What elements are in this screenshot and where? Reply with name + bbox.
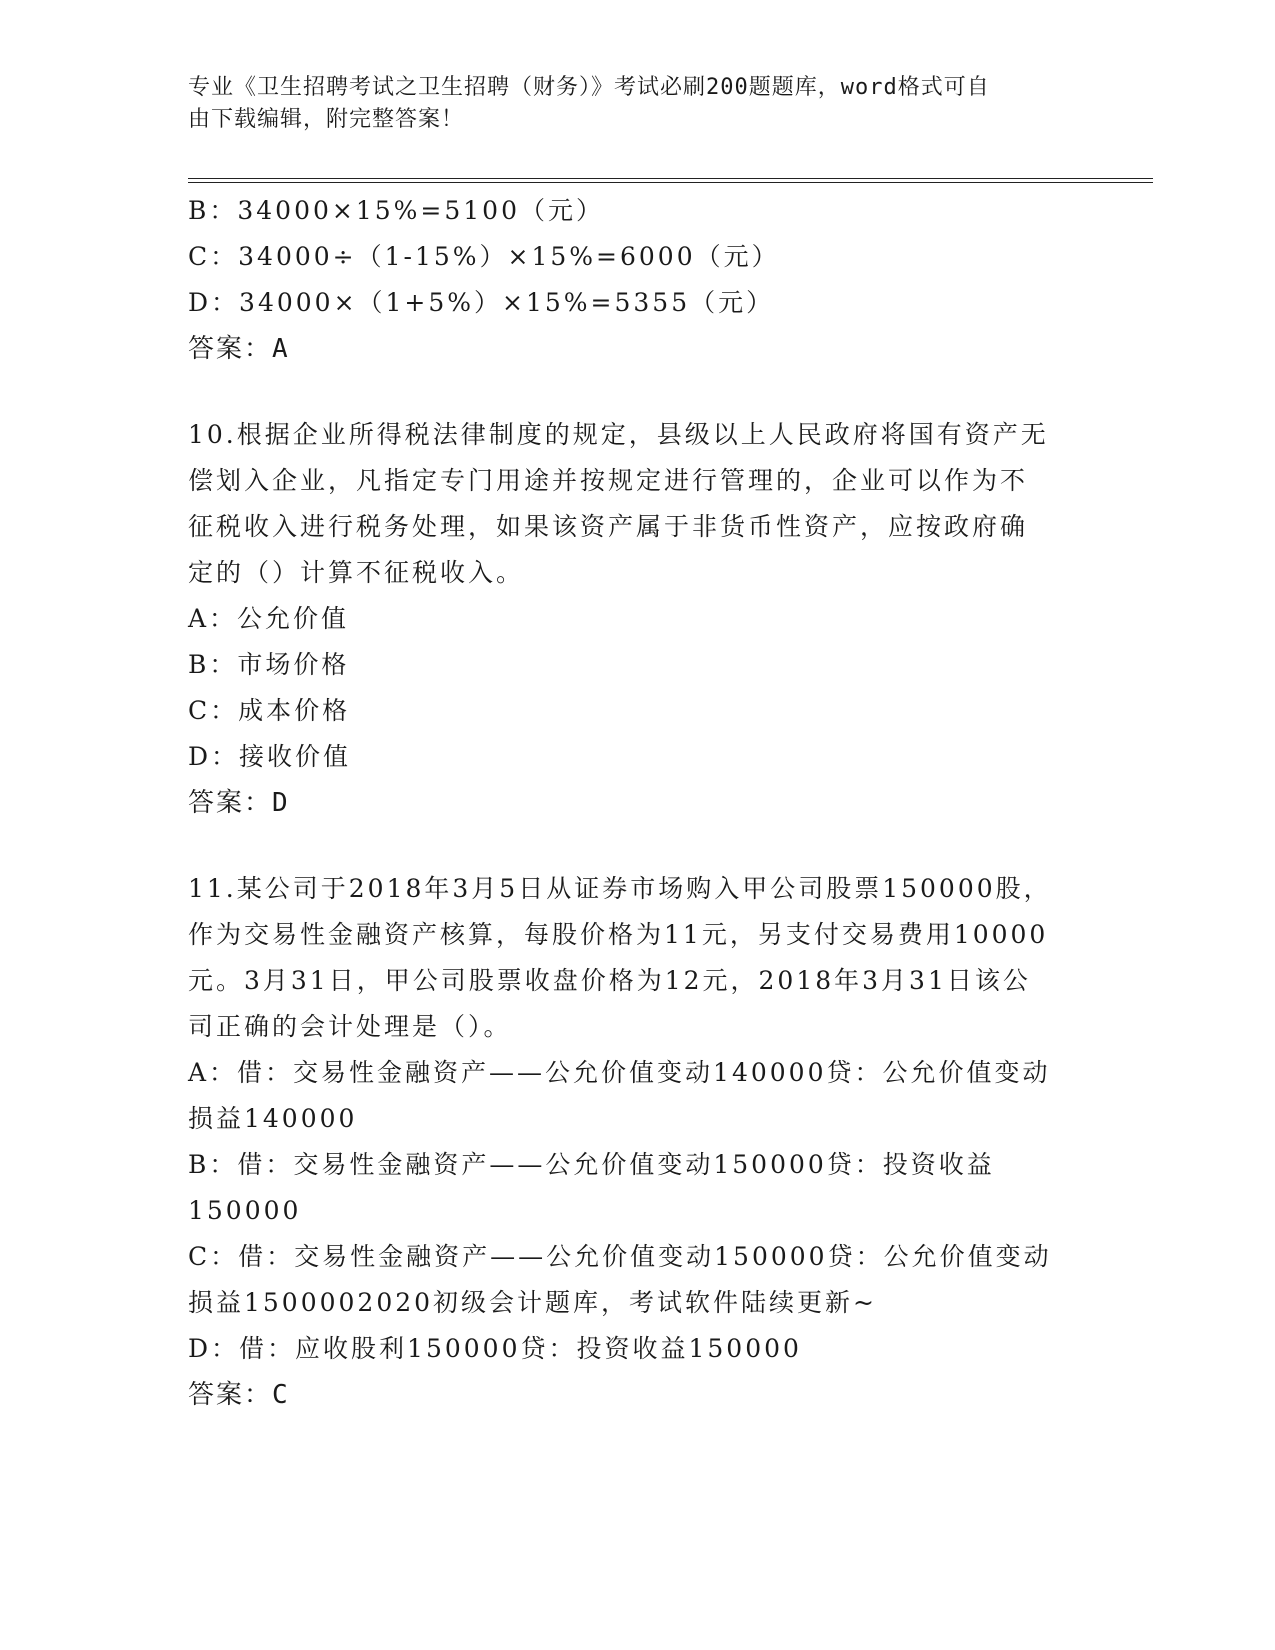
q11-option-c-line: 损益1500002020初级会计题库，考试软件陆续更新~ — [188, 1288, 878, 1317]
q11-stem-line: 元。3月31日，甲公司股票收盘价格为12元，2018年3月31日该公 — [188, 966, 1031, 995]
q11-stem-line: 司正确的会计处理是（）。 — [188, 1012, 512, 1041]
question-spacer — [188, 372, 1088, 412]
q9-answer: 答案：A — [188, 334, 290, 364]
q9-option-c: C：34000÷（1-15%）×15%=6000（元） — [188, 242, 780, 271]
q10-option-c: C：成本价格 — [188, 696, 351, 725]
q10-answer: 答案：D — [188, 788, 290, 818]
q11-option-d: D：借：应收股利150000贷：投资收益150000 — [188, 1334, 802, 1363]
question-spacer — [188, 826, 1088, 866]
q11-stem-line: 作为交易性金融资产核算，每股价格为11元，另支付交易费用10000 — [188, 920, 1049, 949]
q10-option-a: A：公允价值 — [188, 604, 350, 633]
q11-option-b-line: 150000 — [188, 1196, 302, 1225]
q11-option-c-line: C：借：交易性金融资产——公允价值变动150000贷：公允价值变动 — [188, 1242, 1052, 1271]
question-10 — [188, 412, 1088, 826]
question-9 — [188, 188, 1088, 372]
question-content — [188, 188, 1088, 1418]
header-line-1: 专业《卫生招聘考试之卫生招聘（财务）》考试必刷200题题库，word格式可自 — [188, 75, 990, 100]
question-11 — [188, 866, 1088, 1418]
q10-option-b: B：市场价格 — [188, 650, 350, 679]
q10-stem-line: 定的（）计算不征税收入。 — [188, 558, 525, 587]
q9-option-b: B：34000×15%=5100（元） — [188, 196, 604, 225]
q10-stem-line: 征税收入进行税务处理，如果该资产属于非货币性资产，应按政府确 — [188, 512, 1029, 541]
q10-stem-line: 偿划入企业，凡指定专门用途并按规定进行管理的，企业可以作为不 — [188, 466, 1029, 495]
q11-option-a-line: 损益140000 — [188, 1104, 358, 1133]
q11-option-b-line: B：借：交易性金融资产——公允价值变动150000贷：投资收益 — [188, 1150, 995, 1179]
q11-answer: 答案：C — [188, 1380, 290, 1410]
page-header — [188, 72, 1068, 136]
header-line-2: 由下载编辑，附完整答案！ — [188, 107, 465, 132]
q10-option-d: D：接收价值 — [188, 742, 352, 771]
header-divider-top — [188, 178, 1153, 179]
q10-stem-line: 10.根据企业所得税法律制度的规定，县级以上人民政府将国有资产无 — [188, 420, 1049, 449]
header-divider-bottom — [188, 182, 1153, 183]
q11-option-a-line: A：借：交易性金融资产——公允价值变动140000贷：公允价值变动 — [188, 1058, 1051, 1087]
q11-stem-line: 11.某公司于2018年3月5日从证券市场购入甲公司股票150000股， — [188, 874, 1052, 903]
q9-option-d: D：34000×（1+5%）×15%=5355（元） — [188, 288, 775, 317]
